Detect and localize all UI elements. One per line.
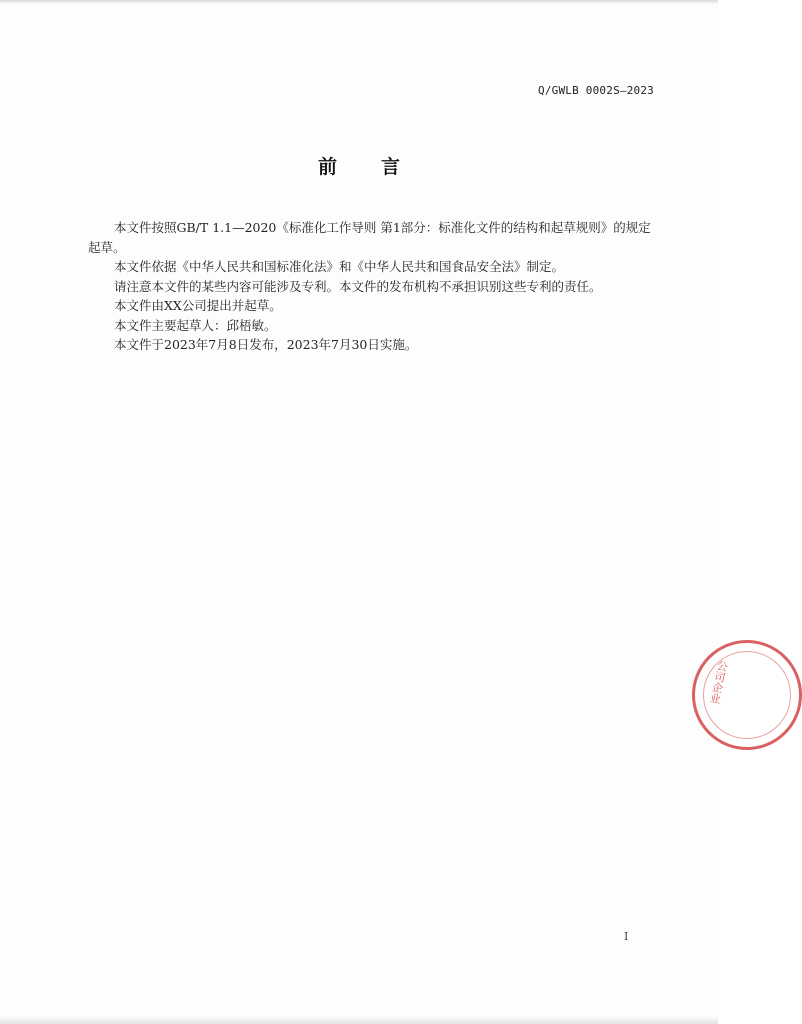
- preface-paragraph: 本文件依据《中华人民共和国标准化法》和《中华人民共和国食品安全法》制定。: [114, 259, 565, 274]
- scan-edge-bottom: [0, 1016, 718, 1024]
- preface-paragraph: 请注意本文件的某些内容可能涉及专利。本文件的发布机构不承担识别这些专利的责任。: [114, 278, 602, 294]
- preface-paragraph: 本文件按照GB/T 1.1—2020《标准化工作导则 第1部分：标准化文件的结构和起草规则》的规定起草。: [88, 220, 651, 255]
- document-code: Q/GWLB 0002S—2023: [538, 84, 654, 97]
- preface-body: [88, 218, 658, 355]
- preface-paragraph: 本文件由XX公司提出并起草。: [114, 298, 282, 313]
- page-title: 前言: [317, 156, 444, 178]
- preface-paragraph: 本文件于2023年7月8日发布，2023年7月30日实施。: [114, 337, 418, 352]
- preface-paragraph: 本文件主要起草人：邱梧敏。: [114, 317, 277, 333]
- scan-edge-top: [0, 0, 718, 4]
- seal-text: 公司企业: [707, 659, 730, 705]
- red-seal-stamp: [692, 640, 802, 750]
- page-number: I: [624, 930, 629, 943]
